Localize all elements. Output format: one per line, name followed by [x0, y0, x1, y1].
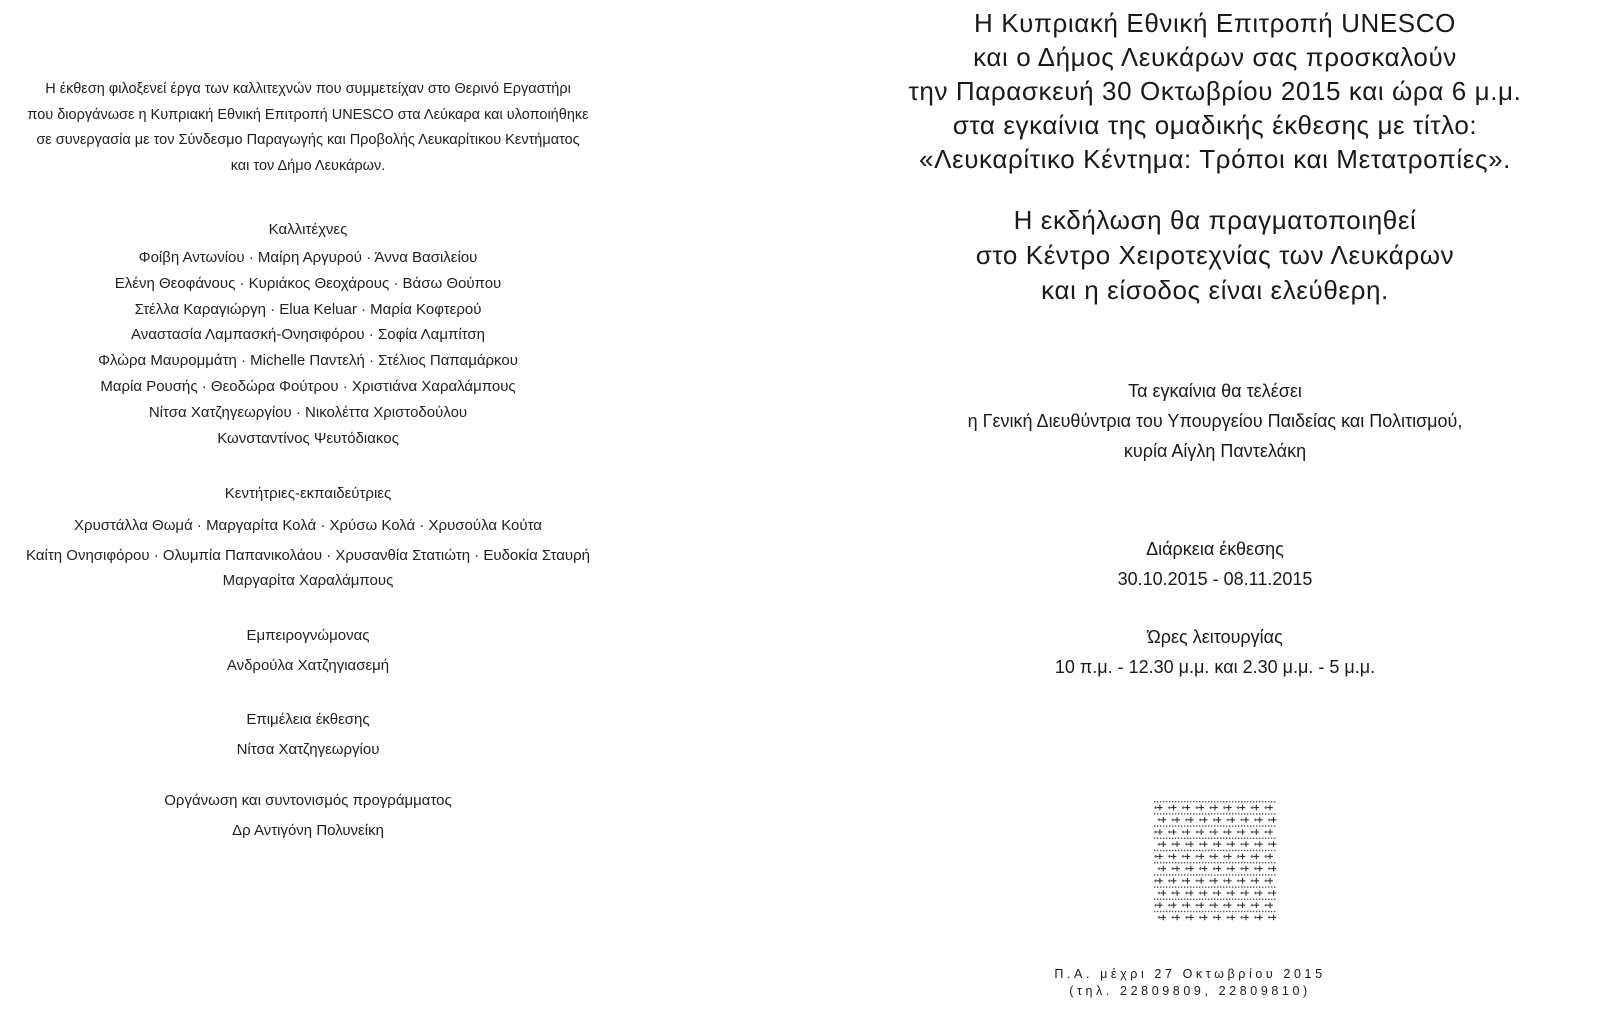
invitation-panel — [830, 0, 1600, 998]
artists-line: Φοίβη Αντωνίου · Μαίρη Αργυρού · Άννα Βασιλείου — [138, 249, 478, 266]
invitation-line: στα εγκαίνια της ομαδικής έκθεσης με τίτλο: — [952, 110, 1478, 140]
artists-line: Στέλλα Καραγιώργη · Elua Keluar · Μαρία Κοφτερού — [134, 300, 482, 318]
embroiderers-line: Μαργαρίτα Χαραλάμπους — [222, 572, 394, 590]
embroiderers-line: Χρυστάλλα Θωμά · Μαργαρίτα Κολά · Χρύσω Κολά · Χρυσούλα Κούτα — [74, 517, 542, 535]
opening-hours — [830, 622, 1600, 682]
intro-line: Η έκθεση φιλοξενεί έργα των καλλιτεχνών που συμμετείχαν στο Θερινό Εργαστήρι — [45, 81, 571, 97]
lace-pattern-graphic — [1153, 800, 1277, 922]
invitation-line: την Παρασκευή 30 Οκτωβρίου 2015 και ώρα 6 μ.μ. — [908, 76, 1522, 106]
artists-heading: Καλλιτέχνες — [268, 221, 348, 238]
invitation-line: Η Κυπριακή Εθνική Επιτροπή UNESCO — [974, 8, 1456, 38]
opening-line: η Γενική Διευθύντρια του Υπουργείου Παιδείας και Πολιτισμού, — [967, 411, 1463, 431]
artists-list — [0, 245, 616, 451]
artists-line: Κωνσταντίνος Ψευτόδιακος — [217, 429, 399, 447]
expert-heading: Εμπειρογνώμονας — [246, 627, 370, 645]
exhibition-title: «Λευκαρίτικο Κέντημα: Τρόποι και Μετατροπίες». — [919, 144, 1511, 174]
invitation-line: και ο Δήμος Λευκάρων σας προσκαλούν — [973, 42, 1457, 72]
rsvp-deadline: Π.Α. μέχρι 27 Οκτωβρίου 2015 — [1054, 967, 1326, 981]
exhibition-duration — [830, 534, 1600, 594]
artists-line: Φλώρα Μαυρομμάτη · Michelle Παντελή · Στέλιος Παπαμάρκου — [98, 352, 518, 370]
artists-line: Αναστασία Λαμπασκή-Ονησιφόρου · Σοφία Λαμπίτση — [131, 326, 485, 344]
venue-line: στο Κέντρο Χειροτεχνίας των Λευκάρων — [975, 240, 1455, 270]
organization-heading: Οργάνωση και συντονισμός προγράμματος — [164, 791, 452, 809]
opening-text — [830, 376, 1600, 466]
artists-line: Ελένη Θεοφάνους · Κυριάκος Θεοχάρους · Βάσω Θούπου — [114, 274, 502, 292]
invitation-text — [830, 6, 1600, 176]
venue-text — [830, 203, 1600, 308]
duration-heading: Διάρκεια έκθεσης — [1146, 539, 1284, 559]
intro-line: σε συνεργασία με τον Σύνδεσμο Παραγωγής και Προβολής Λευκαρίτικου Κεντήματος — [36, 132, 580, 148]
duration-dates: 30.10.2015 - 08.11.2015 — [1117, 569, 1313, 589]
hours-heading: Ώρες λειτουργίας — [1147, 627, 1283, 647]
opening-line: Τα εγκαίνια θα τελέσει — [1128, 381, 1302, 401]
credits-panel — [0, 0, 616, 844]
artists-line: Νίτσα Χατζηγεωργίου · Νικολέττα Χριστοδούλου — [148, 403, 468, 421]
intro-line: και τον Δήμο Λευκάρων. — [230, 157, 386, 174]
expert-name: Ανδρούλα Χατζηγιασεμή — [226, 657, 390, 675]
opening-line: κυρία Αίγλη Παντελάκη — [1123, 441, 1307, 461]
rsvp-info — [830, 966, 1550, 1000]
venue-line: Η εκδήλωση θα πραγματοποιηθεί — [1013, 205, 1417, 235]
embroiderers-line: Καίτη Ονησιφόρου · Ολυμπία Παπανικολάου · Χρυσανθία Στατιώτη · Ευδοκία Σταυρή — [26, 546, 590, 564]
embroiderers-list — [0, 511, 616, 592]
coordinator-name: Δρ Αντιγόνη Πολυνείκη — [232, 821, 384, 839]
hours-times: 10 π.μ. - 12.30 μ.μ. και 2.30 μ.μ. - 5 μ.μ. — [1054, 657, 1376, 677]
embroiderers-heading: Κεντήτριες-εκπαιδεύτριες — [224, 485, 392, 503]
rsvp-phones: (τηλ. 22809809, 22809810) — [1069, 984, 1311, 998]
curation-heading: Επιμέλεια έκθεσης — [246, 711, 370, 729]
intro-line: που διοργάνωσε η Κυπριακή Εθνική Επιτροπή UNESCO στα Λεύκαρα και υλοποιήθηκε — [27, 106, 589, 123]
curator-name: Νίτσα Χατζηγεωργίου — [236, 741, 380, 759]
exhibition-intro — [0, 77, 616, 179]
artists-line: Μαρία Ρουσής · Θεοδώρα Φούτρου · Χριστιάνα Χαραλάμπους — [100, 377, 516, 395]
venue-line: και η είσοδος είναι ελεύθερη. — [1041, 275, 1389, 305]
